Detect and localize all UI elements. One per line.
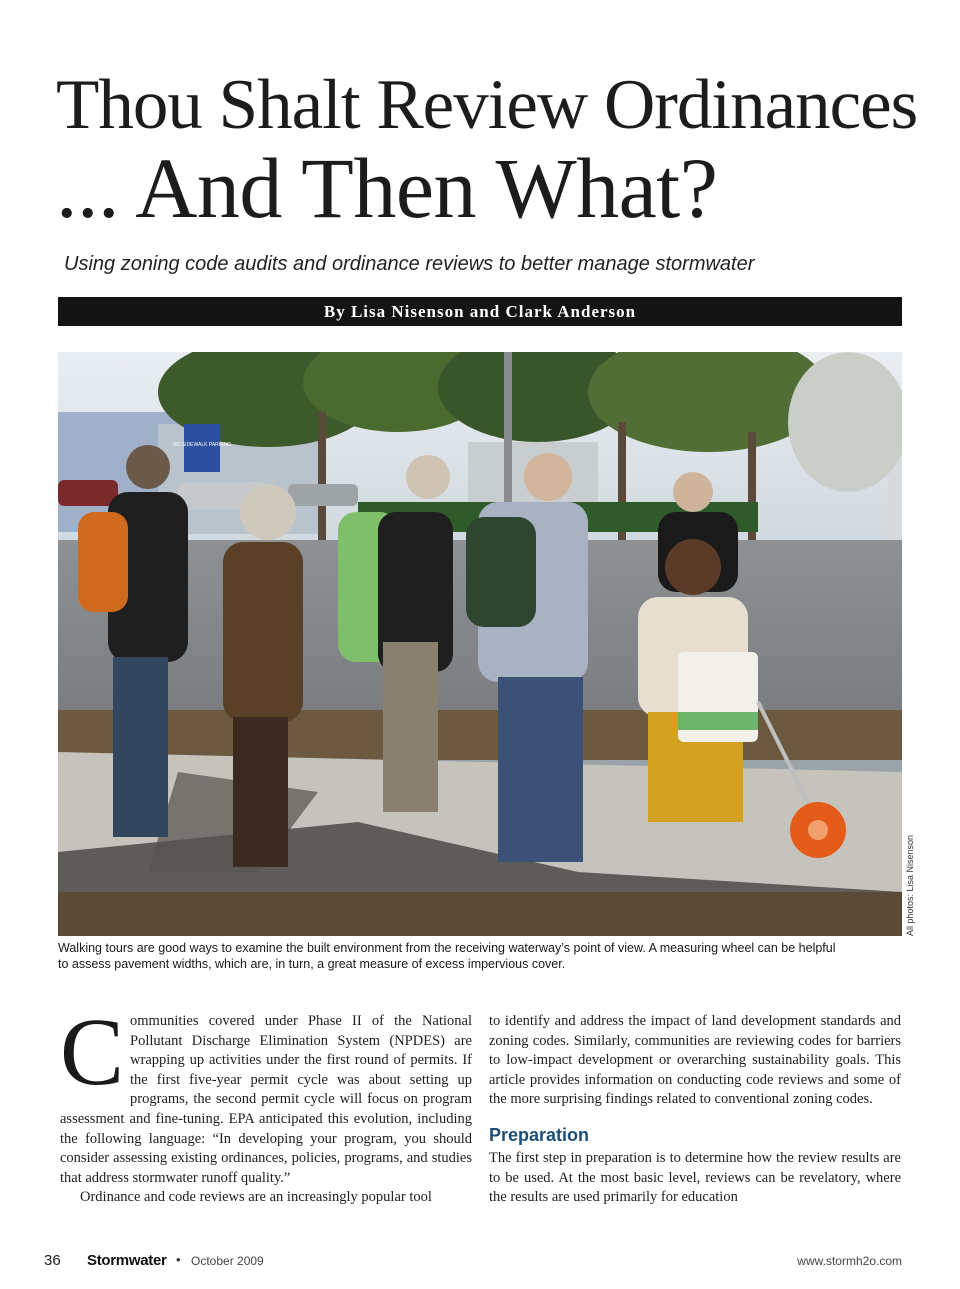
article-photo [58, 352, 902, 936]
body-paragraph: Ordinance and code reviews are an increasingly popular tool [80, 1189, 432, 1206]
body-paragraph: to identify and address the impact of land development standards and zoning codes. Similarly, communities are reviewing codes for barriers to low-impact development or overarching sustainability goals. This article provides information on conducting code reviews and some of the more surprising findings related to conventional zoning codes. [489, 1013, 901, 1108]
page-footer [44, 1252, 902, 1272]
walking-tour-photo [58, 352, 902, 936]
article-title [56, 66, 918, 236]
body-paragraph: The first step in preparation is to determine how the review results are to be used. At the most basic level, reviews can be revelatory, where the results are used primarily for education [489, 1149, 901, 1206]
title-line-1: Thou Shalt Review Ordinances [56, 66, 918, 144]
article-column-right [489, 1012, 901, 1208]
website-url: www.stormh2o.com [797, 1254, 902, 1268]
page-number: 36 [44, 1252, 61, 1269]
footer-separator: • [176, 1252, 181, 1267]
section-heading: Preparation [489, 1124, 590, 1145]
intro-text: ommunities covered under Phase II of the National Pollutant Discharge Elimination System (NPDES) are wrapping up activities under the first round of permits. If the first five-year permit cycle was about setting up programs, the second permit cycle will focus on program assessment and fine-tuning. EPA anticipated this evolution, including the following language: “In developing your program, you should consider assessing existing ordinances, policies, programs, and studies that address stormwater runoff quality.” [60, 1013, 472, 1186]
intro-paragraph [60, 998, 472, 1188]
issue-date: October 2009 [191, 1254, 264, 1268]
byline-bar: By Lisa Nisenson and Clark Anderson [58, 297, 902, 326]
magazine-name: Stormwater [87, 1252, 167, 1269]
article-subtitle: Using zoning code audits and ordinance reviews to better manage stormwater [64, 253, 755, 275]
title-line-2: ... And Then What? [56, 140, 718, 236]
article-column-left [60, 998, 472, 1208]
drop-cap: C [60, 998, 125, 1105]
photo-caption: Walking tours are good ways to examine the built environment from the receiving waterway’s point of view. A measuring wheel can be helpful to assess pavement widths, which are, in turn, a great measure of excess impervious cover. [58, 941, 836, 971]
photo-credit: All photos: Lisa Nisenson [905, 834, 915, 936]
parking-sign-text: NO SIDEWALK PARKING [172, 442, 232, 448]
